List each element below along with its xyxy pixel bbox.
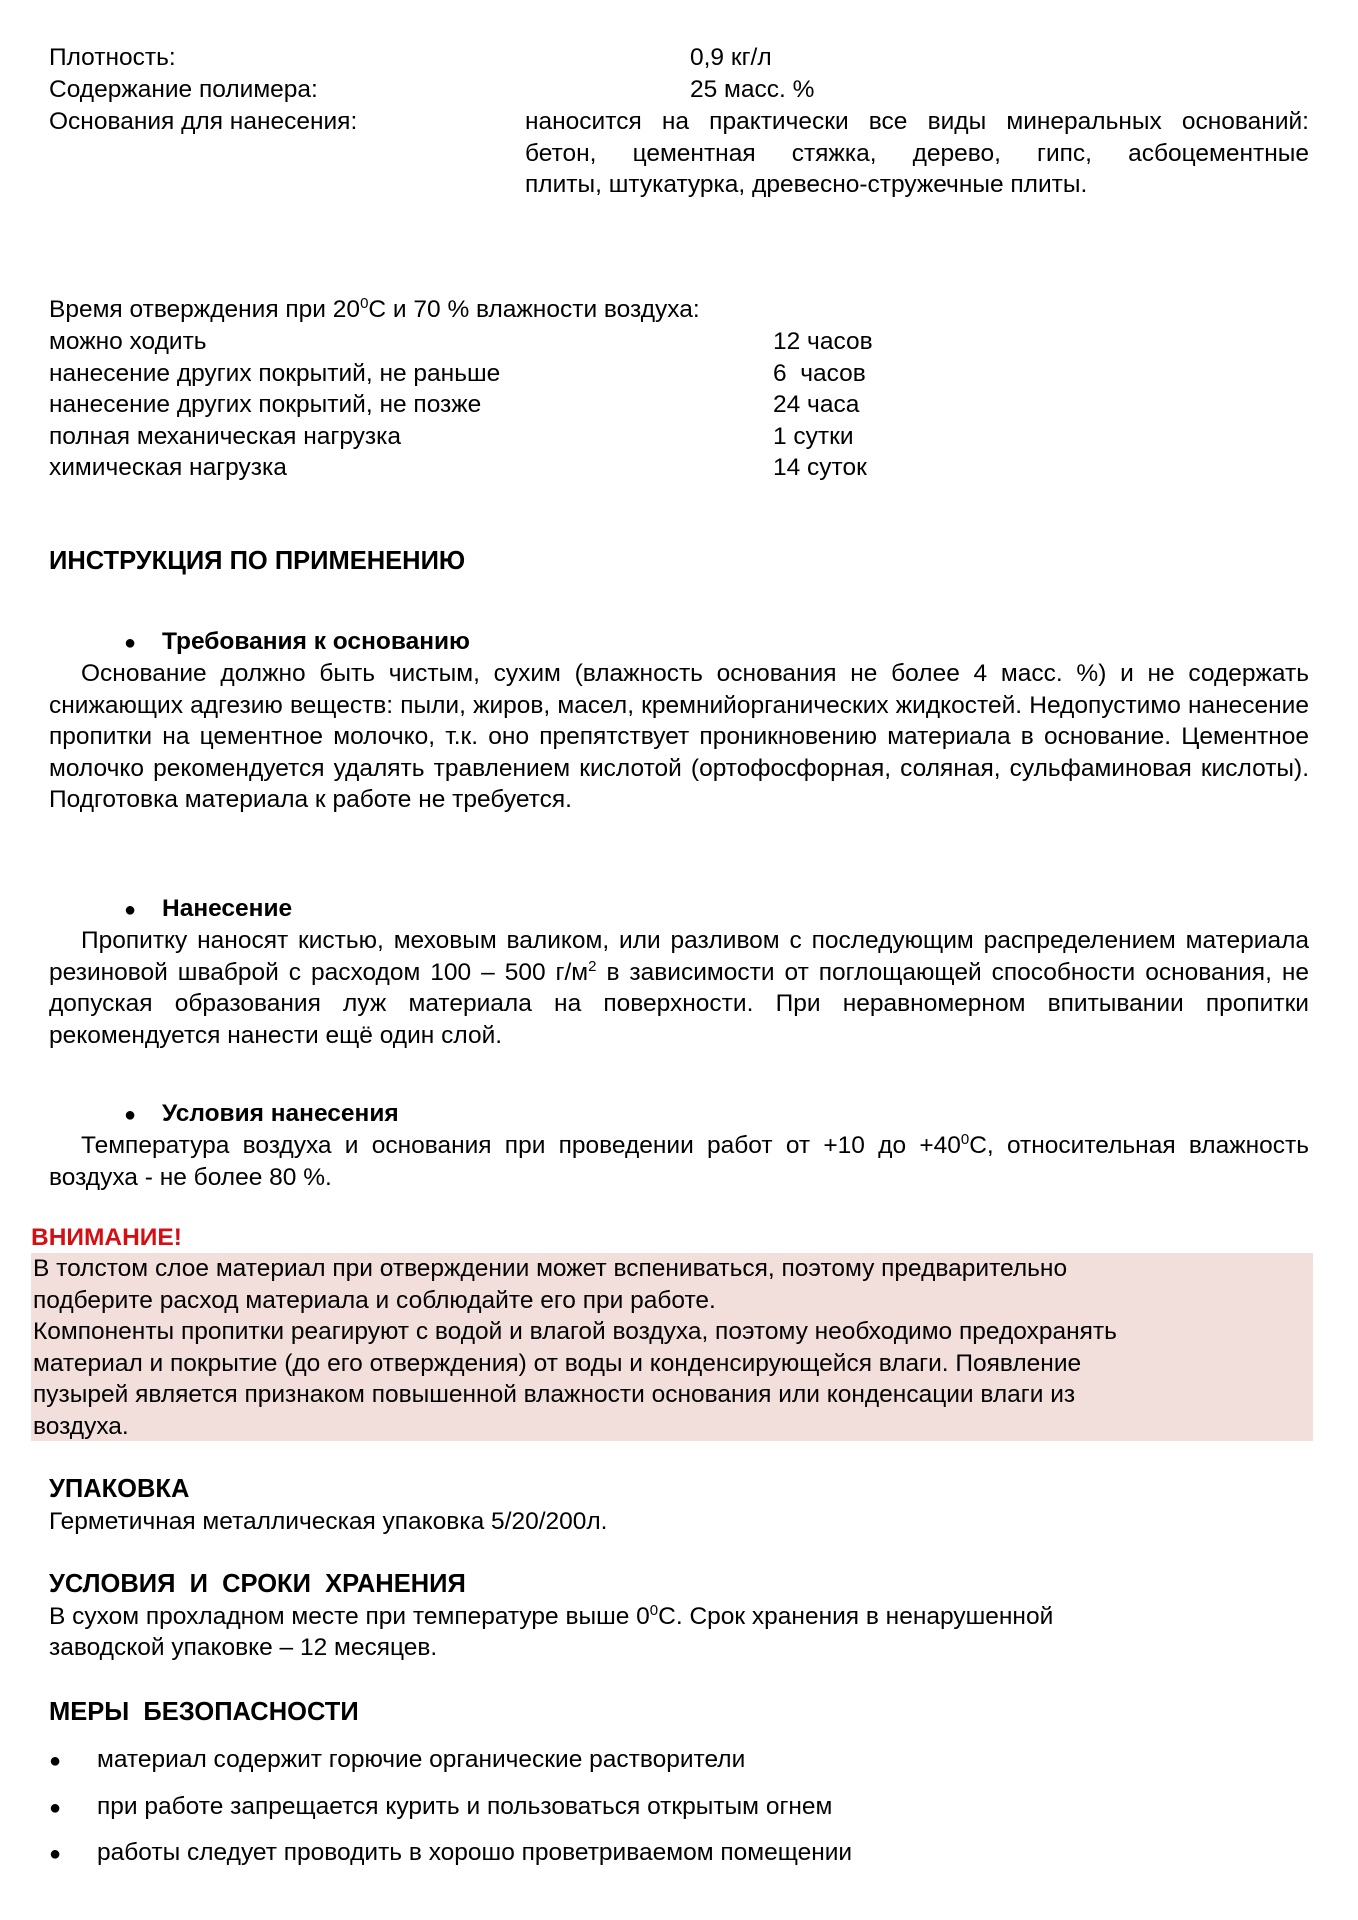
bullet-icon: ● bbox=[124, 632, 137, 654]
curing-row-label: нанесение других покрытий, не позже bbox=[49, 391, 482, 418]
storage-text-line2: заводской упаковке – 12 месяцев. bbox=[49, 1634, 438, 1661]
bullet-icon: ● bbox=[49, 1843, 62, 1865]
curing-row-label: полная механическая нагрузка bbox=[49, 423, 402, 450]
safety-item: ● материал содержит горючие органические растворители bbox=[49, 1744, 745, 1778]
section-heading-conditions: ● Условия нанесения bbox=[124, 1098, 399, 1132]
packaging-title: УПАКОВКА bbox=[49, 1475, 190, 1503]
curing-row-label: нанесение других покрытий, не раньше bbox=[49, 360, 501, 387]
property-polymer-label: Содержание полимера: bbox=[49, 76, 318, 103]
bullet-icon: ● bbox=[49, 1750, 62, 1772]
curing-title: Время отверждения при $20^0С$ и 70 % влажности воздуха: bbox=[49, 295, 700, 323]
curing-row-label: химическая нагрузка bbox=[49, 454, 287, 481]
property-density-label: Плотность: bbox=[49, 44, 176, 71]
packaging-text: Герметичная металлическая упаковка 5/20/200л. bbox=[49, 1508, 608, 1535]
section-heading-application: ● Нанесение bbox=[124, 893, 292, 927]
warning-line: подберите расход материала и соблюдайте его при работе. bbox=[33, 1286, 716, 1314]
safety-item: ● при работе запрещается курить и пользоваться открытым огнем bbox=[49, 1791, 832, 1825]
warning-line: пузырей является признаком повышенной влажности основания или конденсации влаги из bbox=[33, 1381, 1076, 1408]
storage-text-line1: В сухом прохладном месте при температуре выше $0^0С$. Срок хранения в ненарушенной bbox=[49, 1602, 1054, 1630]
curing-row-value: 1 сутки bbox=[773, 423, 854, 450]
curing-row-value: 24 часа bbox=[773, 391, 860, 418]
substrates-line: бетон, цементная стяжка, дерево, гипс, асбоцементные bbox=[525, 139, 1309, 167]
curing-row-value: 14 суток bbox=[773, 454, 867, 481]
substrates-line: плиты, штукатурка, древесно-стружечные плиты. bbox=[525, 171, 1088, 198]
storage-title: УСЛОВИЯ И СРОКИ ХРАНЕНИЯ bbox=[49, 1570, 466, 1598]
section-text-application: Пропитку наносят кистью, меховым валиком, или разливом с последующим распределением материала резиновой шваброй с расходом 100 – 500 $г/м^2$ в зависимости от поглощающей способности основания, не допуская образования луж материала на поверхности. При неравномерном впитывании пропитки рекомендуется нанести ещё один слой. bbox=[49, 927, 1310, 1049]
curing-row-label: можно ходить bbox=[49, 328, 207, 355]
safety-item: ● работы следует проводить в хорошо проветриваемом помещении bbox=[49, 1837, 852, 1871]
section-heading-substrate: ● Требования к основанию bbox=[124, 626, 470, 660]
warning-title: ВНИМАНИЕ! bbox=[31, 1224, 182, 1251]
warning-box bbox=[31, 1253, 1313, 1441]
bullet-icon: ● bbox=[124, 1104, 137, 1126]
property-substrates-value bbox=[525, 106, 1309, 201]
warning-line: Компоненты пропитки реагируют с водой и влагой воздуха, поэтому необходимо предохранять bbox=[33, 1318, 1117, 1345]
warning-line: материал и покрытие (до его отверждения) от воды и конденсирующейся влаги. Появление bbox=[33, 1349, 1082, 1377]
property-polymer-value: 25 масс. % bbox=[690, 76, 815, 103]
property-substrates-label: Основания для нанесения: bbox=[49, 108, 358, 135]
curing-row-value: 6 часов bbox=[773, 360, 866, 387]
bullet-icon: ● bbox=[49, 1797, 62, 1819]
section-text-substrate: Основание должно быть чистым, сухим (влажность основания не более 4 масс. %) и не содержать снижающих адгезию веществ: пыли, жиров, масел, кремнийорганических жидкостей. Недопустимо нанесение пропитки на цементное молочко, т.к. оно препятствует проникновению материала в основание. Цементное молочко рекомендуется удалять травлением кислотой (ортофосфорная, соляная, сульфаминовая кислоты). Подготовка материала к работе не требуется. bbox=[49, 660, 1309, 813]
curing-row-value: 12 часов bbox=[773, 328, 873, 355]
bullet-icon: ● bbox=[124, 899, 137, 921]
property-density-value: 0,9 кг/л bbox=[690, 44, 772, 71]
substrates-line: наносится на практически все виды минеральных оснований: bbox=[525, 108, 1309, 135]
section-text-conditions: Температура воздуха и основания при проведении работ от +10 до $+40^0С$, относительная влажность воздуха - не более 80 %. bbox=[49, 1131, 1309, 1191]
warning-line: В толстом слое материал при отверждении может вспениваться, поэтому предварительно bbox=[33, 1255, 1068, 1282]
instructions-title: ИНСТРУКЦИЯ ПО ПРИМЕНЕНИЮ bbox=[49, 547, 466, 575]
warning-line: воздуха. bbox=[33, 1412, 129, 1440]
safety-title: МЕРЫ БЕЗОПАСНОСТИ bbox=[49, 1698, 359, 1726]
